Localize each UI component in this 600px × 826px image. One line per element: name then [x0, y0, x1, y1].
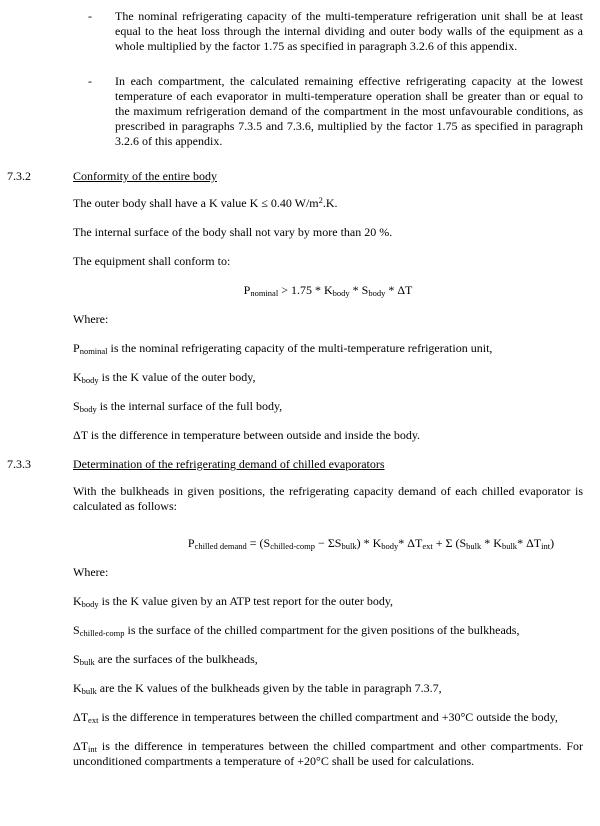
list-item	[88, 74, 583, 149]
definition-s-body: $S_{body}$ is the internal surface of the full body,	[73, 399, 283, 414]
definition-k-bulk: $K_{bulk}$ are the K values of the bulkheads given by the table in paragraph 7.3.7,	[73, 681, 442, 696]
paragraph-internal-surface: The internal surface of the body shall not vary by more than 20 %.	[73, 225, 393, 239]
where-label: Where:	[73, 312, 109, 326]
section-number: 7.3.2	[7, 169, 31, 183]
section-732-body	[73, 196, 583, 443]
section-732-heading-row	[7, 169, 583, 184]
bullet-text-nominal-capacity: The nominal refrigerating capacity of the multi-temperature refrigeration unit shall be at least equal to the heat loss through the internal dividing and outer body walls of the equipment as a whole multiplied by the factor 1.75 as specified in paragraph 3.2.6 of this appendix.	[115, 9, 583, 53]
bullet-dash: -	[88, 74, 92, 88]
formula-nominal-capacity: $P_{nominal} > 1.75 * K_{body} * S_{body} * \Delta T$	[243, 283, 413, 298]
section-733-heading-row	[7, 457, 583, 472]
definition-delta-t-ext: $\Delta T_{ext}$ is the difference in temperatures between the chilled compartment and +30°C outside the body,	[73, 710, 558, 725]
bullet-list	[7, 9, 583, 149]
definition-k-body: $K_{body}$ is the K value of the outer body,	[73, 370, 256, 385]
list-item	[88, 9, 583, 54]
section-heading: Conformity of the entire body	[73, 169, 217, 183]
paragraph-bulkheads-intro: With the bulkheads in given positions, the refrigerating capacity demand of each chilled evaporator is calculated as follows:	[73, 484, 583, 513]
definition-s-bulk: $S_{bulk}$ are the surfaces of the bulkheads,	[73, 652, 258, 667]
bullet-text-compartment-capacity: In each compartment, the calculated remaining effective refrigerating capacity at the lowest temperature of each evaporator in multi-temperature operation shall be greater than or equal to the maximum refrigeration demand of the compartment in the most unfavourable conditions, as prescribed in paragraphs 7.3.5 and 7.3.6, multiplied by the factor 1.75 as specified in paragraph 3.2.6 of this appendix.	[115, 74, 583, 148]
definition-s-chilled-comp: $S_{chilled-comp}$ is the surface of the chilled compartment for the given positions of the bulkheads,	[73, 623, 520, 638]
definition-k-body-atp: $K_{body}$ is the K value given by an ATP test report for the outer body,	[73, 594, 394, 609]
definition-delta-t: ΔT is the difference in temperature between outside and inside the body.	[73, 428, 421, 442]
definition-delta-t-int: $\Delta T_{int}$ is the difference in temperatures between the chilled compartment and other compartments. For unconditioned compartments a temperature of +20°C shall be used for calculations.	[73, 739, 583, 768]
bullet-dash: -	[88, 9, 92, 23]
section-733-body	[73, 484, 583, 769]
formula-chilled-demand: $P_{chilled demand} = (S_{chilled-comp} - \Sigma S_{bulk}) * K_{body}*$ $\Delta T_{ext} + \Sigma$ ($S_{bulk} * K_{bulk}*$ $\Delta T_{int}$)	[187, 536, 555, 551]
paragraph-equipment-conform: The equipment shall conform to:	[73, 254, 231, 268]
where-label: Where:	[73, 565, 109, 579]
section-number: 7.3.3	[7, 457, 31, 471]
paragraph-k-value: The outer body shall have a K value K ≤ 0.40 $W/m^2.K$.	[73, 195, 338, 210]
section-heading: Determination of the refrigerating demand of chilled evaporators	[73, 457, 385, 471]
definition-p-nominal: $P_{nominal}$ is the nominal refrigerating capacity of the multi-temperature refrigeration unit,	[73, 341, 493, 356]
